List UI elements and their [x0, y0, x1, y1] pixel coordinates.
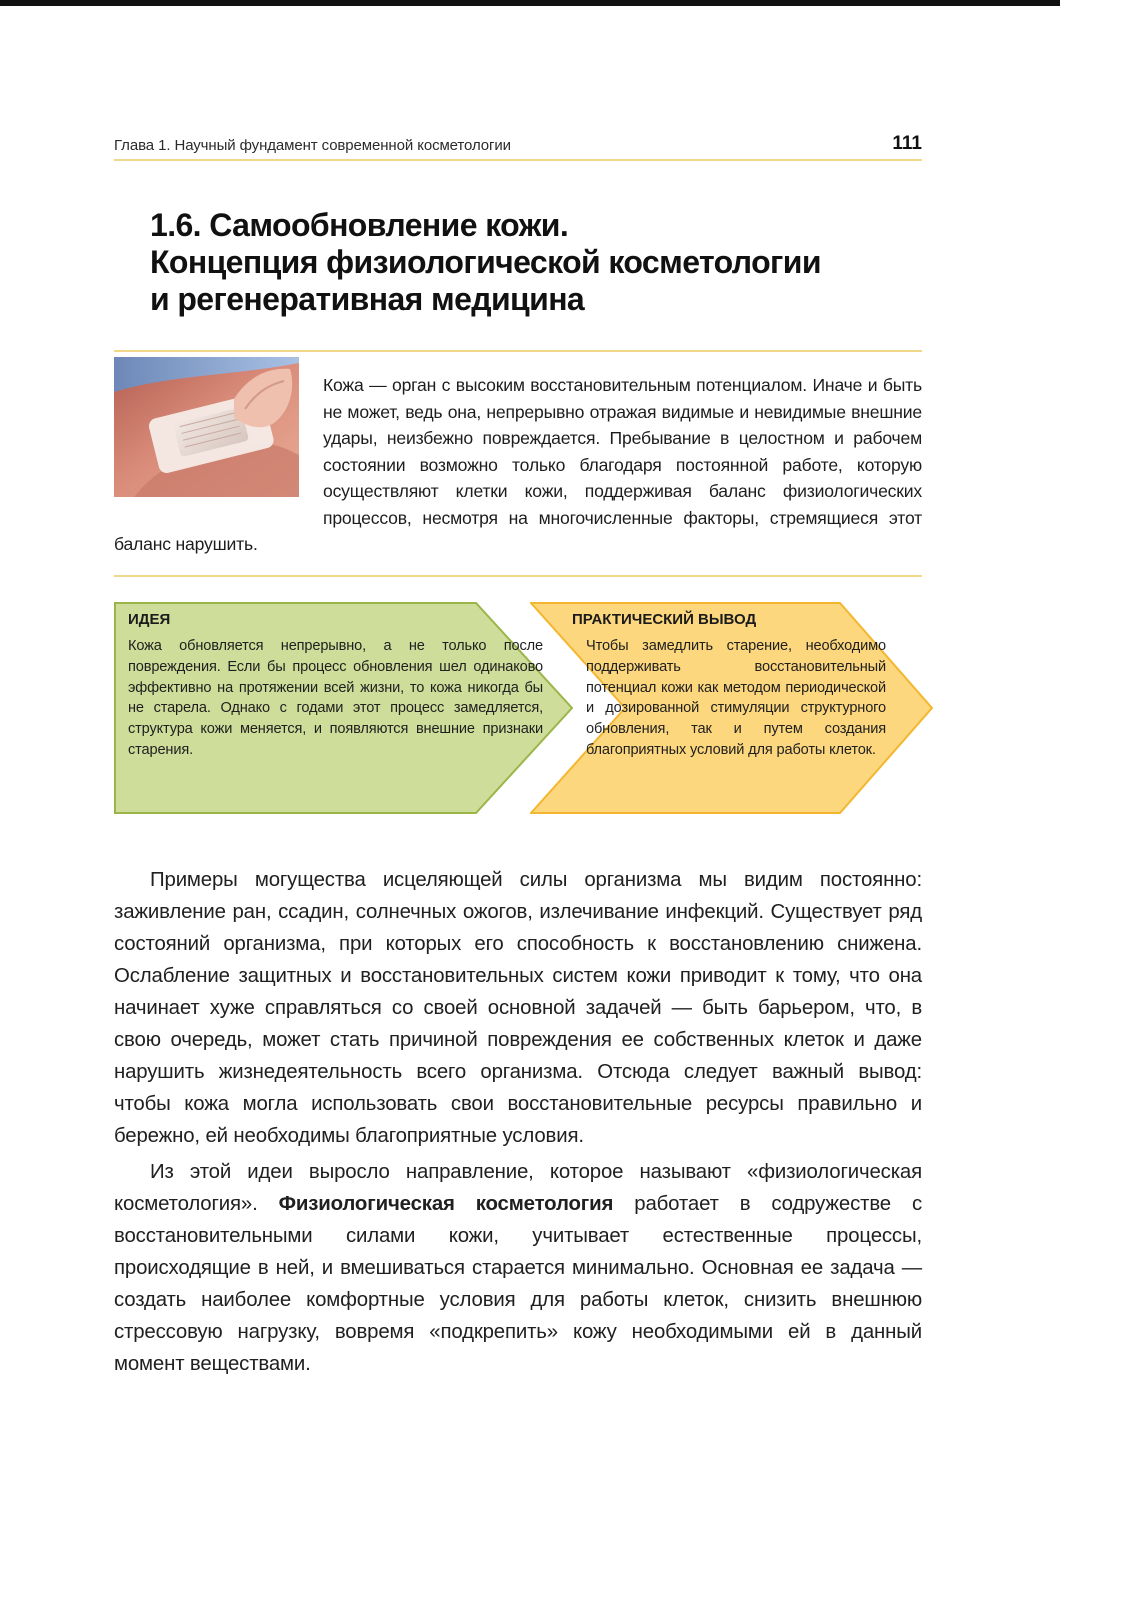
practical-outcome-label: ПРАКТИЧЕСКИЙ ВЫВОД [572, 611, 757, 628]
practical-outcome-text: Чтобы замедлить старение, необходимо поддерживать восстановительный потенциал кожи как методом периодической и дозированной стимуляции структурного обновления, так и путем создания благоприятных условий для работы клеток. [586, 638, 886, 758]
idea-text: Кожа обновляется непрерывно, а не только после повреждения. Если бы процесс обновления шел одинаково эффективно на протяжении всей жизни, то кожа никогда бы не старела. Однако с годами этот процесс замедляется, структура кожи меняется, и появляются внешние признаки старения. [128, 638, 543, 758]
practical-outcome-callout [530, 602, 934, 814]
running-header [114, 133, 922, 161]
intro-photo-space [114, 372, 323, 506]
intro-bottom-divider [114, 575, 922, 577]
body-paragraph-2-start: Из этой идеи выросло направление, которое называют «физиологическая косметология». [114, 1161, 922, 1215]
intro-paragraph [114, 372, 922, 558]
idea-label: ИДЕЯ [128, 611, 171, 628]
intro-top-divider [114, 350, 922, 352]
intro-paragraph-text: Кожа — орган с высоким восстановительным потенциалом. Иначе и быть не может, ведь она, непрерывно отражая видимые и невидимые внешние удары, неизбежно повреждается. Пребывание в целостном и рабочем состоянии возможно только благодаря постоянной работе, которую осуществляют клетки кожи, поддерживая баланс физиологических процессов, несмотря на многочисленные факторы, стремящиеся этот баланс нарушить. [114, 375, 922, 554]
top-rule [0, 0, 1060, 6]
section-title-line-2: Концепция физиологической косметологии [150, 244, 821, 280]
section-title-line-1: 1.6. Самообновление кожи. [150, 207, 569, 243]
section-title [150, 207, 910, 318]
body-paragraph-2 [114, 1156, 922, 1380]
section-title-line-3: и регенеративная медицина [150, 281, 585, 317]
body-paragraph-2-end: работает в содружестве с восстановительными силами кожи, учитывает естественные процессы, происходящие в ней, и вмешиваться старается минимально. Основная ее задача — создать наиболее комфортные условия для работы клеток, снизить внешнюю стрессовую нагрузку, вовремя «подкрепить» кожу необходимыми ей в данный момент веществами. [114, 1193, 922, 1375]
idea-callout [114, 602, 574, 814]
body-text [114, 864, 922, 1384]
page-number: 111 [892, 133, 922, 154]
body-paragraph-2-bold-term: Физиологическая косметология [278, 1193, 614, 1215]
body-paragraph-1: Примеры могущества исцеляющей силы организма мы видим постоянно: заживление ран, ссадин, солнечных ожогов, излечивание инфекций. Существует ряд состояний организма, при которых его способность к восстановлению снижена. Ослабление защитных и восстановительных систем кожи приводит к тому, что она начинает хуже справляться со своей основной задачей — быть барьером, что, в свою очередь, может стать причиной повреждения ее собственных клеток и даже нарушить жизнедеятельность всего организма. Отсюда следует важный вывод: чтобы кожа могла использовать свои восстановительные ресурсы правильно и бережно, ей необходимы благоприятные условия. [114, 869, 922, 1147]
chapter-title: Глава 1. Научный фундамент современной косметологии [114, 137, 511, 154]
